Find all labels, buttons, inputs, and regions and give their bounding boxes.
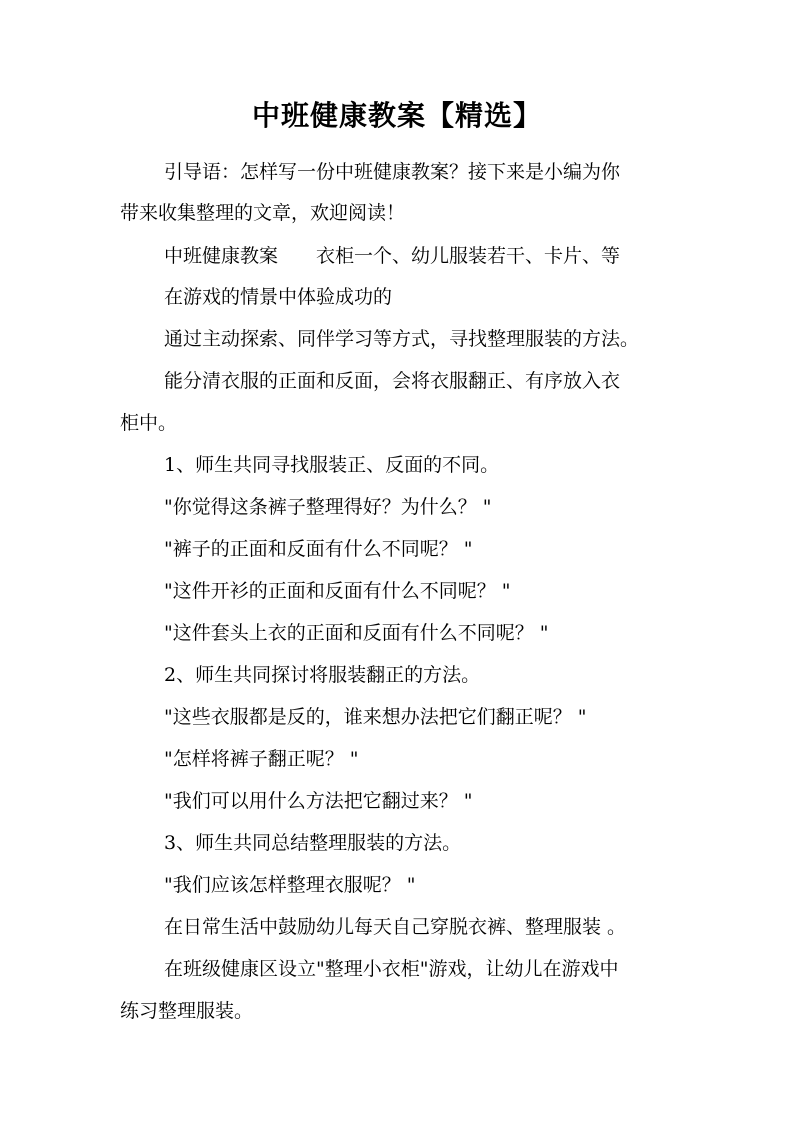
paragraph-line-extension-2: 在班级健康区设立"整理小衣柜"游戏，让幼儿在游戏中 — [164, 958, 619, 980]
question-line: "这件套头上衣的正面和反面有什么不同呢？ " — [164, 622, 549, 644]
paragraph-line-extension-2-cont: 练习整理服装。 — [120, 1000, 254, 1022]
question-line: "你觉得这条裤子整理得好？为什么？ " — [164, 496, 492, 518]
section-heading-3: 3、师生共同总结整理服装的方法。 — [164, 832, 462, 854]
paragraph-line-materials: 中班健康教案 衣柜一个、幼儿服装若干、卡片、等 — [164, 245, 621, 267]
paragraph-line-extension-1: 在日常生活中鼓励幼儿每天自己穿脱衣裤、整理服装 。 — [164, 916, 627, 938]
section-heading-2: 2、师生共同探讨将服装翻正的方法。 — [164, 664, 481, 686]
question-line: "怎样将裤子翻正呢？ " — [164, 748, 359, 770]
question-line: "这些衣服都是反的，谁来想办法把它们翻正呢？ " — [164, 706, 587, 728]
paragraph-line-goal-1: 在游戏的情景中体验成功的 — [164, 286, 393, 308]
paragraph-line-goal-3-cont: 柜中。 — [120, 412, 178, 434]
question-line: "裤子的正面和反面有什么不同呢？ " — [164, 538, 473, 560]
document-title: 中班健康教案【精选】 — [251, 99, 542, 132]
question-line: "我们应该怎样整理衣服呢？ " — [164, 874, 416, 896]
question-line: "我们可以用什么方法把它翻过来？ " — [164, 790, 473, 812]
paragraph-line-intro: 引导语：怎样写一份中班健康教案？接下来是小编为你 — [164, 161, 621, 183]
paragraph-line-intro-cont: 带来收集整理的文章，欢迎阅读！ — [120, 202, 406, 224]
section-heading-1: 1、师生共同寻找服装正、反面的不同。 — [164, 454, 500, 476]
paragraph-line-goal-3: 能分清衣服的正面和反面，会将衣服翻正、有序放入衣 — [164, 370, 621, 392]
question-line: "这件开衫的正面和反面有什么不同呢？ " — [164, 580, 511, 602]
paragraph-line-goal-2: 通过主动探索、同伴学习等方式，寻找整理服装的方法。 — [164, 328, 640, 350]
